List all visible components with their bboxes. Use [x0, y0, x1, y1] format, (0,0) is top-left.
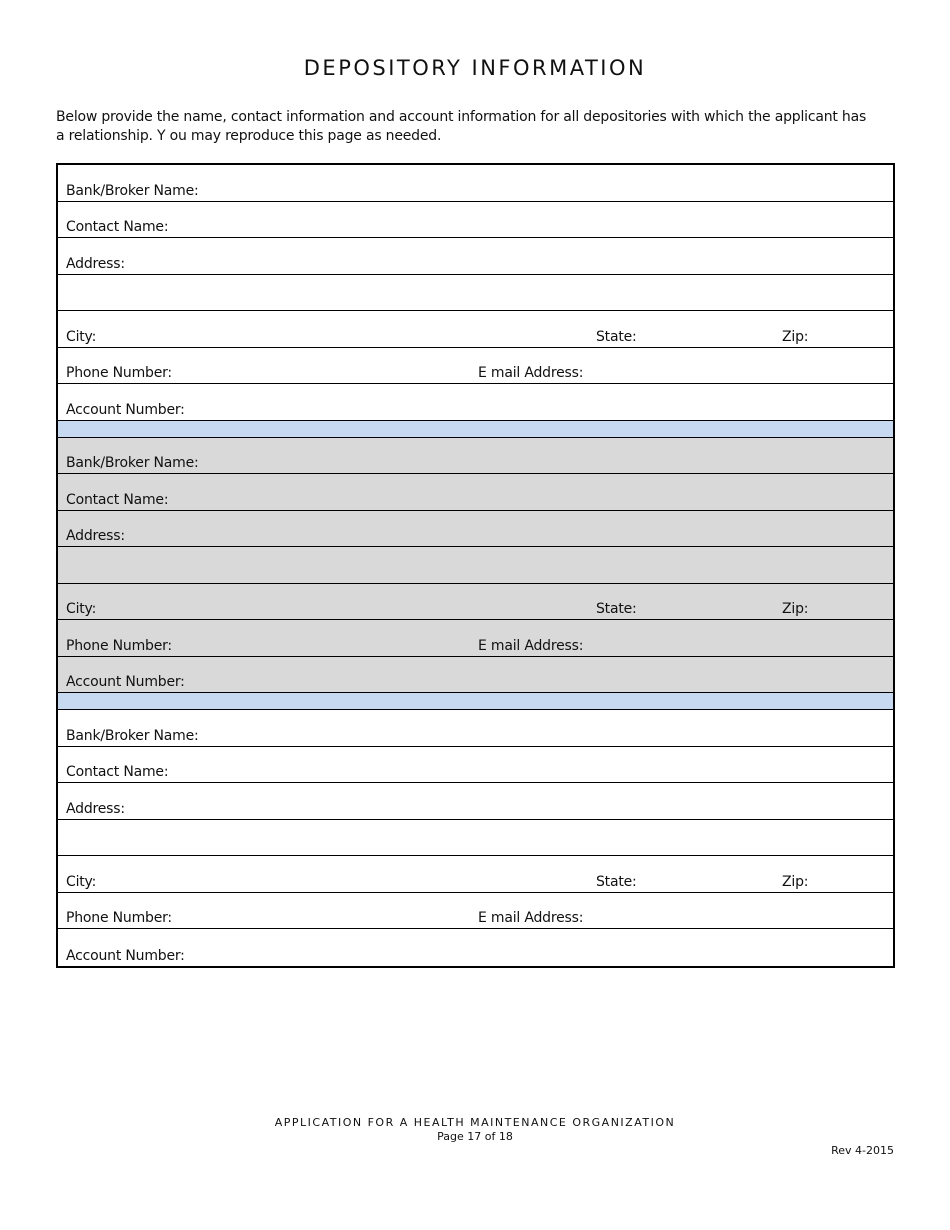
- depository-block-3: [58, 710, 893, 966]
- bank-broker-name-label: Bank/Broker Name:: [66, 182, 199, 199]
- city-label: City:: [66, 328, 97, 345]
- account-number-field[interactable]: [58, 929, 893, 966]
- email-address-label: E mail Address:: [478, 910, 584, 926]
- block-separator: [58, 421, 893, 438]
- state-label: State:: [596, 328, 637, 345]
- account-number-label: Account Number:: [66, 674, 185, 690]
- zip-label: Zip:: [782, 328, 809, 345]
- footer-document-title: APPLICATION FOR A HEALTH MAINTENANCE ORGANIZATION: [274, 1116, 676, 1129]
- city-state-zip-row[interactable]: [58, 856, 893, 893]
- bank-broker-name-label: Bank/Broker Name:: [66, 727, 199, 744]
- footer: [0, 1116, 950, 1144]
- account-number-label: Account Number:: [66, 401, 185, 418]
- city-state-zip-row[interactable]: [58, 311, 893, 348]
- phone-number-label: Phone Number:: [66, 365, 172, 381]
- phone-email-row[interactable]: [58, 893, 893, 930]
- address-label: Address:: [66, 528, 125, 544]
- bank-broker-name-field[interactable]: [58, 710, 893, 747]
- phone-email-row[interactable]: [58, 620, 893, 657]
- block-separator: [58, 693, 893, 710]
- account-number-label: Account Number:: [66, 947, 185, 964]
- depository-block-1: [58, 165, 893, 421]
- city-label: City:: [66, 873, 97, 890]
- address-label: Address:: [66, 800, 125, 817]
- address-field[interactable]: [58, 783, 893, 820]
- account-number-field[interactable]: [58, 657, 893, 694]
- address-field[interactable]: [58, 511, 893, 548]
- revision-label: Rev 4-2015: [831, 1144, 894, 1157]
- city-state-zip-row[interactable]: [58, 584, 893, 621]
- address-label: Address:: [66, 255, 125, 272]
- contact-name-label: Contact Name:: [66, 491, 169, 508]
- depository-form: [56, 163, 895, 968]
- email-address-label: E mail Address:: [478, 637, 584, 654]
- address-line-2-field[interactable]: [58, 547, 893, 584]
- account-number-field[interactable]: [58, 384, 893, 421]
- address-line-2-field[interactable]: [58, 275, 893, 312]
- phone-number-label: Phone Number:: [66, 910, 172, 926]
- bank-broker-name-field[interactable]: [58, 438, 893, 475]
- state-label: State:: [596, 601, 637, 617]
- instructions: Below provide the name, contact information and account information for all depositories with which the applicant has a relationship. Y ou may reproduce this page as needed.: [56, 109, 867, 144]
- depository-block-2: [58, 438, 893, 694]
- contact-name-field[interactable]: [58, 474, 893, 511]
- address-line-2-field[interactable]: [58, 820, 893, 857]
- phone-number-label: Phone Number:: [66, 637, 172, 654]
- page-title: DEPOSITORY INFORMATION: [303, 56, 647, 80]
- state-label: State:: [596, 873, 637, 890]
- page-number: Page 17 of 18: [437, 1130, 513, 1143]
- contact-name-field[interactable]: [58, 747, 893, 784]
- email-address-label: E mail Address:: [478, 365, 584, 381]
- contact-name-label: Contact Name:: [66, 764, 169, 780]
- address-field[interactable]: [58, 238, 893, 275]
- phone-email-row[interactable]: [58, 348, 893, 385]
- zip-label: Zip:: [782, 601, 809, 617]
- bank-broker-name-field[interactable]: [58, 165, 893, 202]
- contact-name-label: Contact Name:: [66, 219, 169, 235]
- city-label: City:: [66, 601, 97, 617]
- contact-name-field[interactable]: [58, 202, 893, 239]
- bank-broker-name-label: Bank/Broker Name:: [66, 455, 199, 471]
- zip-label: Zip:: [782, 873, 809, 890]
